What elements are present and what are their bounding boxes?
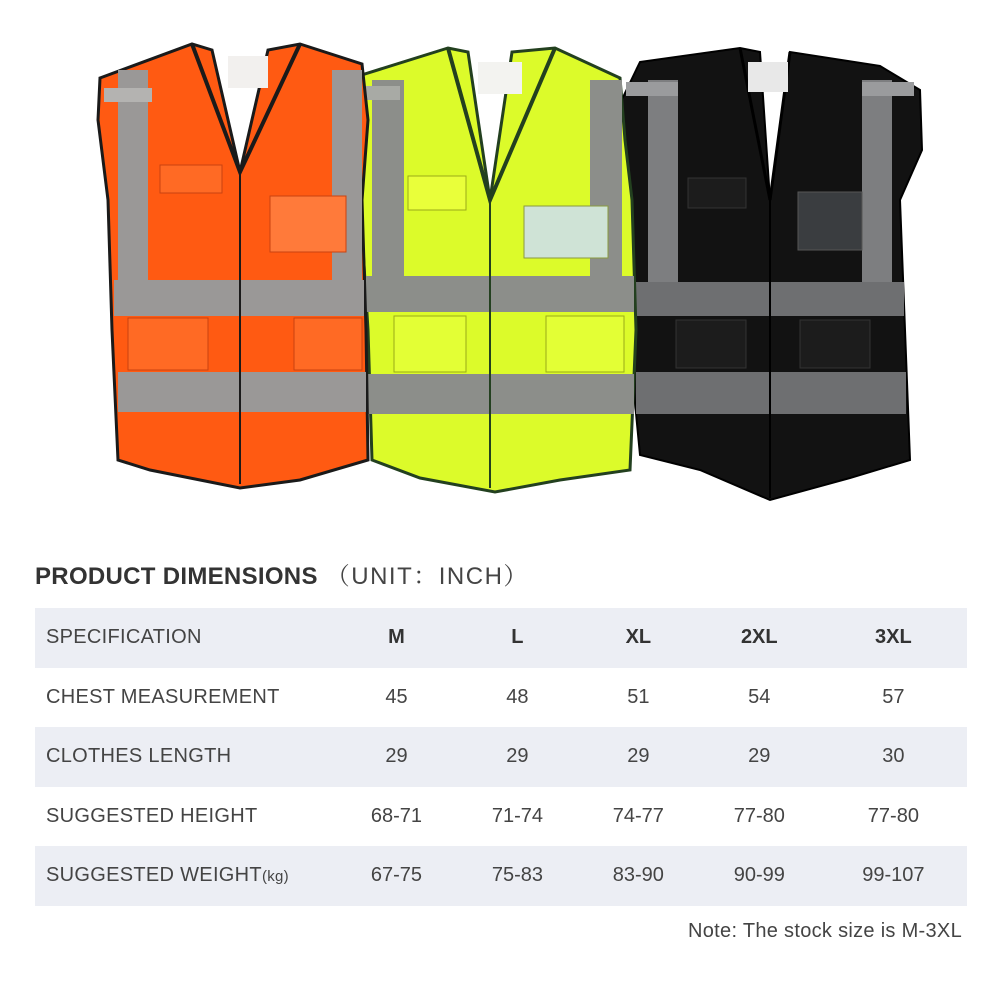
table-cell: 54 — [748, 685, 771, 708]
size-m: M — [336, 608, 457, 668]
size-l: L — [457, 608, 578, 668]
table-cell: 57 — [882, 685, 905, 708]
dimensions-table — [35, 608, 967, 906]
table-cell: 30 — [820, 727, 967, 787]
row-label-unit: (kg) — [261, 868, 289, 886]
table-cell: 45 — [385, 685, 408, 708]
row-label: SUGGESTED HEIGHT — [46, 804, 258, 827]
size-xl: XL — [578, 608, 699, 668]
table-cell: 77-80 — [867, 804, 919, 827]
table-cell: 48 — [506, 685, 529, 708]
table-header-row — [35, 608, 967, 668]
table-cell: 77-80 — [733, 804, 785, 827]
orange-vest — [98, 44, 368, 488]
header-label: SPECIFICATION — [35, 608, 336, 668]
table-cell: 71-74 — [491, 804, 543, 827]
table-cell: 75-83 — [457, 846, 578, 906]
size-2xl: 2XL — [699, 608, 820, 668]
table-row — [35, 846, 967, 906]
yellow-vest — [346, 48, 636, 492]
row-label: CLOTHES LENGTH — [35, 727, 336, 787]
row-label: CHEST MEASUREMENT — [46, 685, 280, 708]
title-main: PRODUCT DIMENSIONS — [35, 563, 318, 590]
black-vest — [612, 48, 922, 500]
table-cell: 29 — [457, 727, 578, 787]
row-label-text: SUGGESTED WEIGHT — [46, 864, 262, 887]
section-title — [35, 556, 529, 591]
table-cell: 83-90 — [578, 846, 699, 906]
table-cell: 29 — [578, 727, 699, 787]
table-row — [35, 787, 967, 847]
table-cell: 67-75 — [336, 846, 457, 906]
table-cell: 29 — [699, 727, 820, 787]
table-row — [35, 727, 967, 787]
title-unit: （UNIT：INCH） — [325, 563, 529, 590]
table-row — [35, 668, 967, 728]
table-cell: 90-99 — [699, 846, 820, 906]
size-3xl: 3XL — [820, 608, 967, 668]
table-cell: 74-77 — [612, 804, 664, 827]
table-cell: 51 — [627, 685, 650, 708]
table-cell: 68-71 — [370, 804, 423, 827]
table-cell: 99-107 — [820, 846, 967, 906]
table-cell: 29 — [336, 727, 457, 787]
row-label — [35, 846, 336, 906]
stock-size-note: Note: The stock size is M-3XL — [688, 920, 962, 942]
